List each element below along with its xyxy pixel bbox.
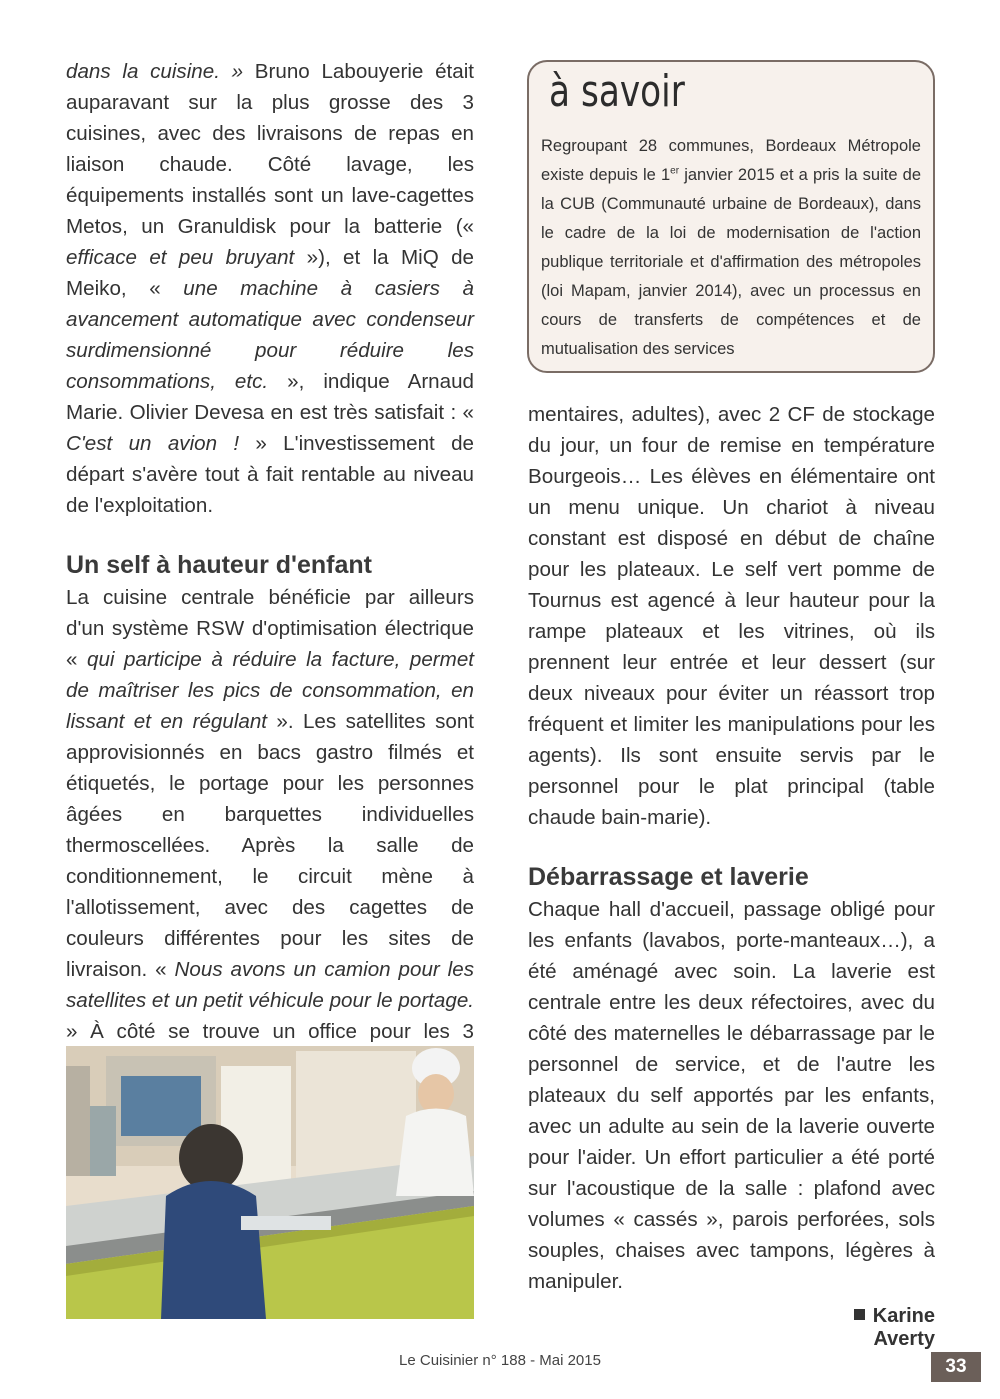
quote-text: une machine à casiers à avancement automatique avec condenseur surdimensionné pour réduire les consommations, etc. [66, 277, 474, 393]
info-box-text-part: Regroupant 28 communes, Bordeaux Métropole existe depuis le 1 [541, 137, 921, 184]
info-box-text [541, 132, 921, 364]
body-text: Bruno Labouyerie était auparavant sur la plus grosse des 3 cuisines, avec des livraisons de repas en liaison chaude. Côté lavage, les équipements installés sont un lave-cagettes Metos, un Granuldisk pour la batterie (« [66, 60, 474, 238]
author-name: Karine Averty [872, 1305, 935, 1350]
paragraph-kitchen-equipment [66, 56, 474, 521]
info-box-a-savoir [527, 60, 935, 373]
ordinal-suffix: er [670, 165, 680, 177]
body-text: ». Les satellites sont approvisionnés en bacs gastro filmés et étiquetés, le portage pour les personnes âgées en barquettes individuelles thermoscellées. Après la salle de conditionnement, le circuit mène à l'allotissement, avec des cagettes de couleurs différentes pour les sites de livraison. « [66, 710, 474, 981]
section-heading-self: Un self à hauteur d'enfant [66, 551, 372, 579]
body-text: » L'investissement de départ s'avère tout à fait rentable au niveau de l'exploitation. [66, 432, 474, 517]
paragraph-restaurant-self: mentaires, adultes), avec 2 CF de stockage du jour, un four de remise en température Bourgeois… Les élèves en élémentaire ont un menu unique. Un chariot à niveau constant est disposé en début de chaîne pour les plateaux. Le self vert pomme de Tournus est agencé à leur hauteur pour la rampe plateaux et les vitrines, où ils prennent leur entrée et leur dessert (sur deux niveaux pour éviter un réassort trop fréquent et limiter les manipulations pour les agents). Ils sont ensuite servis par le personnel pour le plat principal (table chaude bain-marie). [528, 403, 935, 829]
quote-text: C'est un avion ! [66, 432, 240, 455]
page-footer: Le Cuisinier n° 188 - Mai 2015 [399, 1352, 601, 1369]
info-box-title: à savoir [549, 66, 685, 117]
quote-text: efficace et peu bruyant [66, 246, 295, 269]
cafeteria-photo [66, 1046, 474, 1319]
right-column [528, 399, 935, 1297]
author-byline [790, 1305, 935, 1351]
page-number: 33 [931, 1352, 981, 1382]
paragraph-laverie: Chaque hall d'accueil, passage obligé pour les enfants (lavabos, porte-manteaux…), a été aménagé avec soin. La laverie est centrale entre les deux réfectoires, avec du côté des maternelles le débarrassage par le personnel de service, et de l'autre les plateaux du self apportés par les enfants, avec un adulte au sein de la laverie ouverte pour l'aider. Un effort particulier a été porté sur l'acoustique de la salle : plafond avec volumes « cassés », parois perforées, sols souples, chaises avec tampons, légères à manipuler. [528, 898, 935, 1293]
paragraph-central-kitchen [66, 582, 474, 1078]
body-text: », indique Arnaud Marie. Olivier Devesa en est très satisfait : « [66, 370, 474, 424]
body-text: » À côté se trouve un office pour les 3 [66, 1020, 474, 1043]
info-box-text-part: janvier 2015 et a pris la suite de la CUB (Communauté urbaine de Bordeaux), dans le cadre de la loi de modernisation de l'action publique territoriale et d'affirmation des métropoles (loi Mapam, janvier 2014), avec un processus en cours de transferts de compétences et de mutualisation des services [541, 166, 922, 358]
quote-text: qui participe à réduire la facture, permet de maîtriser les pics de consommation, en lissant et en régulant [66, 648, 474, 733]
section-heading-laverie: Débarrassage et laverie [528, 863, 809, 891]
square-bullet-icon [854, 1309, 865, 1320]
left-column [66, 56, 474, 1078]
quote-text: dans la cuisine. » [66, 60, 244, 83]
body-text: La cuisine centrale bénéficie par ailleurs d'un système RSW d'optimisation électrique « [66, 586, 474, 671]
body-text: »), et la MiQ de Meiko, « [66, 246, 474, 300]
quote-text: Nous avons un camion pour les satellites et un petit véhicule pour le portage. [66, 958, 474, 1012]
